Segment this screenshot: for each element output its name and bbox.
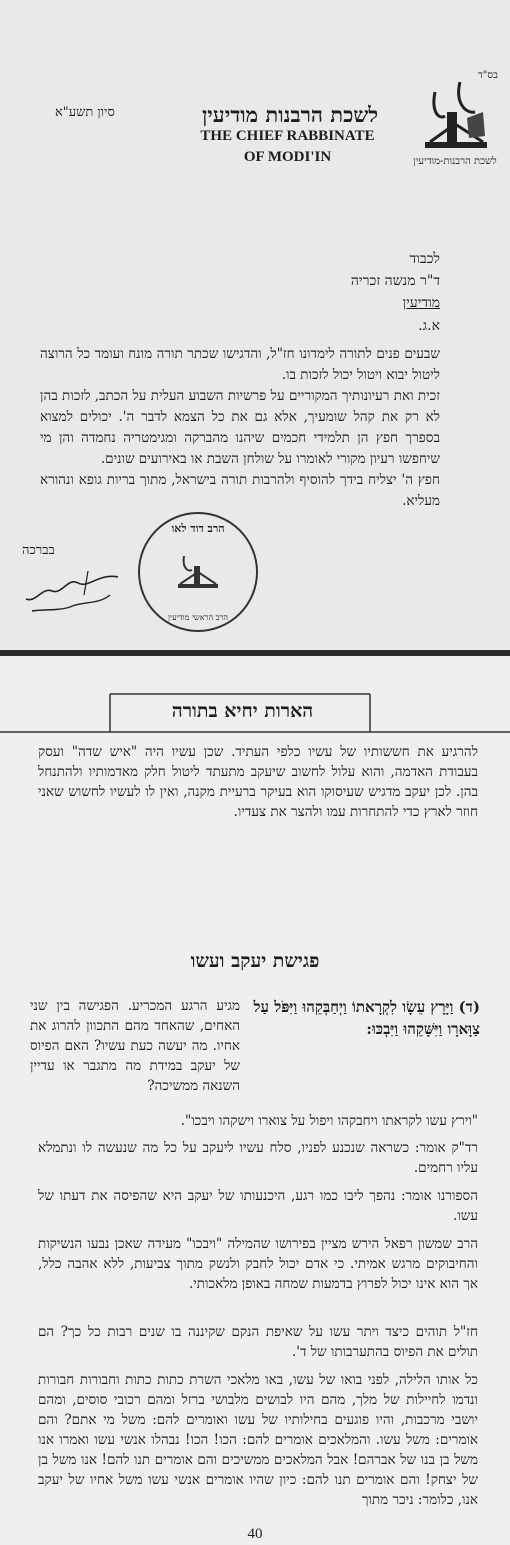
address-line: ד"ר מנשה זכריה [350, 273, 440, 289]
logo-caption: לשכת הרבנות-מודיעין [413, 156, 497, 167]
letter-closing: בברכה [22, 543, 55, 558]
letter-greeting: א.ג. [418, 318, 440, 334]
stamp-top-text: הרב דוד לאו [171, 522, 225, 535]
verse-quote: "וירץ עשו לקראתו ויחבקהו ויפול על צוארו וישקהו ויבכו". [180, 1113, 478, 1129]
address-line: לכבוד [409, 251, 440, 267]
hirsch-commentary: הרב שמשון רפאל הירש מציין בפירושו שהמילה "ויבכו" מעידה שאכן נבעו הנשיקות והחיבוקים מרגש אמיתי. כי אדם יכול לחבק ולנשק מתוך צביעות, ללא אהבה כלל, אך הוא אינו יכול לפרוץ בדמעות שמחה באופן מלאכותי. [38, 1236, 478, 1292]
letter-paragraph: זכית ואת רעיונותיך המקוריים על פרשיות השבוע העלית על הכתב, לזכות בהן לא רק את קהל שומעיך, אלא גם את כל הצמא לדבר ה'. יכולים למצוא בספרך חפץ הן תלמידי חכמים שיהנו מהברקה ומגימטריה נחמדה והן מי שיחפשו רעיון מקורי לאומרו על שולחן השבת או באירועים שונים. [40, 388, 440, 467]
running-head: הארות יחיא בתורה [171, 700, 314, 722]
sforno-commentary: הספורנו אומר: נהפך ליבו כמו רגע, היכנעותו של יעקב היא שהפיסה את דעתו של עשו. [38, 1188, 478, 1224]
book-page [0, 656, 510, 1545]
letterhead-english-line1: THE CHIEF RABBINATE [200, 128, 375, 144]
address-line: מודיעין [402, 295, 440, 311]
radak-commentary: רד"ק אומר: כשראה שנכנע לפניו, סלח עשיו ליעקב על כל מה שנעשה לו ונתמלא עליו רחמים. [38, 1140, 478, 1176]
chazal-midrash: כל אותו הלילה, לפני בואו של עשו, באו מלאכי השרת כתות כתות וחבורות חבורות ונדמו לחיילות של מלך, מהם היו לבושים מלבושי ברזל ומהם רכובי סוסים, ומהם יושבי מרכבות, והיו פוגעים בחילותיו של עשו ואומרים להם: משל מי אתם? והם אומרים: משל עשו. והמלאכים אומרים להם: הכו! הכו! נבהלו אנשי עשו ואמרו אנו משל בן בנו של אברהם! אבל המלאכים ממשיכים והם אומרים תנו להם! אנו משל בן של יצחק! והם אומרים תנו להם: כיון שהיו אומרים אנשי עשו משל אחיו של יעקב אנו, כלומר: ניכר מתוך [38, 1372, 478, 1508]
letterhead-english [180, 126, 395, 168]
rabbi-stamp [138, 512, 258, 632]
section-title: פגישת יעקב ועשו [190, 950, 320, 972]
letterhead-english-line2: OF MODI'IN [243, 149, 332, 165]
text-paragraph: להרגיע את חששותיו של עשיו כלפי העתיד. שכן עשיו היה "איש שדה" ועסק בעבודת האדמה, והוא עלול לחשוב שיעקב מתעתד ליטול חלק מאדמותיו ולהתנחל בהן. לכן יעקב מדגיש שעיסוקו הוא בעיקר ברעיית מקנה, ואין לו לעשיו לחשוש שאני חוזר לארץ כדי להתחרות עמו ולהצר את צעדיו. [38, 744, 478, 820]
letter-paragraph: שבעים פנים לתורה לימדונו חז"ל, והדגישו שכתר תורה מונח ועומד כל הרוצה ליטול יבוא ויטול יכול לזכות בו. [40, 346, 440, 383]
letterhead-hebrew: לשכת הרבנות מודיעין [201, 102, 379, 127]
letter-page [0, 0, 510, 650]
handwritten-signature-icon [18, 565, 128, 615]
letter-paragraph: חפץ ה' יצליח בידך להוסיף ולהרבות תורה בישראל, מתוך בריות גופא ונהורא מעליא. [40, 472, 440, 509]
letter-date: סיון תשע"א [55, 105, 115, 120]
recipient-address [220, 248, 440, 314]
stamp-bottom-text: הרב הראשי מודיעין [168, 613, 228, 622]
rabbinate-logo-icon [405, 72, 505, 164]
besiyata-mark: בס"ד [478, 70, 498, 81]
torah-verse: (ד) וַיָּרָץ עֵשָׂו לִקְרָאתוֹ וַיְחַבְּקֵהוּ וַיִּפֹּל עַל צַוָּארָו וַיִּשָּׁקֵהוּ וַיִּבְכּוּ: [253, 998, 480, 1038]
page-number: 40 [247, 1526, 263, 1542]
stamp-emblem-icon [170, 542, 226, 598]
verse-introduction: מגיע הרגע המכריע. הפגישה בין שני האחים, שהאחד מהם התכוון להרוג את אחיו. מה יעשה כעת עשיו? האם הפיוס של יעקב במידת מה מתגבר או עדיין השנאה ממשיכה? [30, 998, 240, 1094]
chazal-question: חז"ל תוהים כיצד ויתר עשו על שאיפת הנקם שקיננה בו שנים רבות כל כך? הם תולים את הפיוס בהתערבותו של ד'. [38, 1324, 478, 1360]
letter-body [40, 344, 440, 512]
